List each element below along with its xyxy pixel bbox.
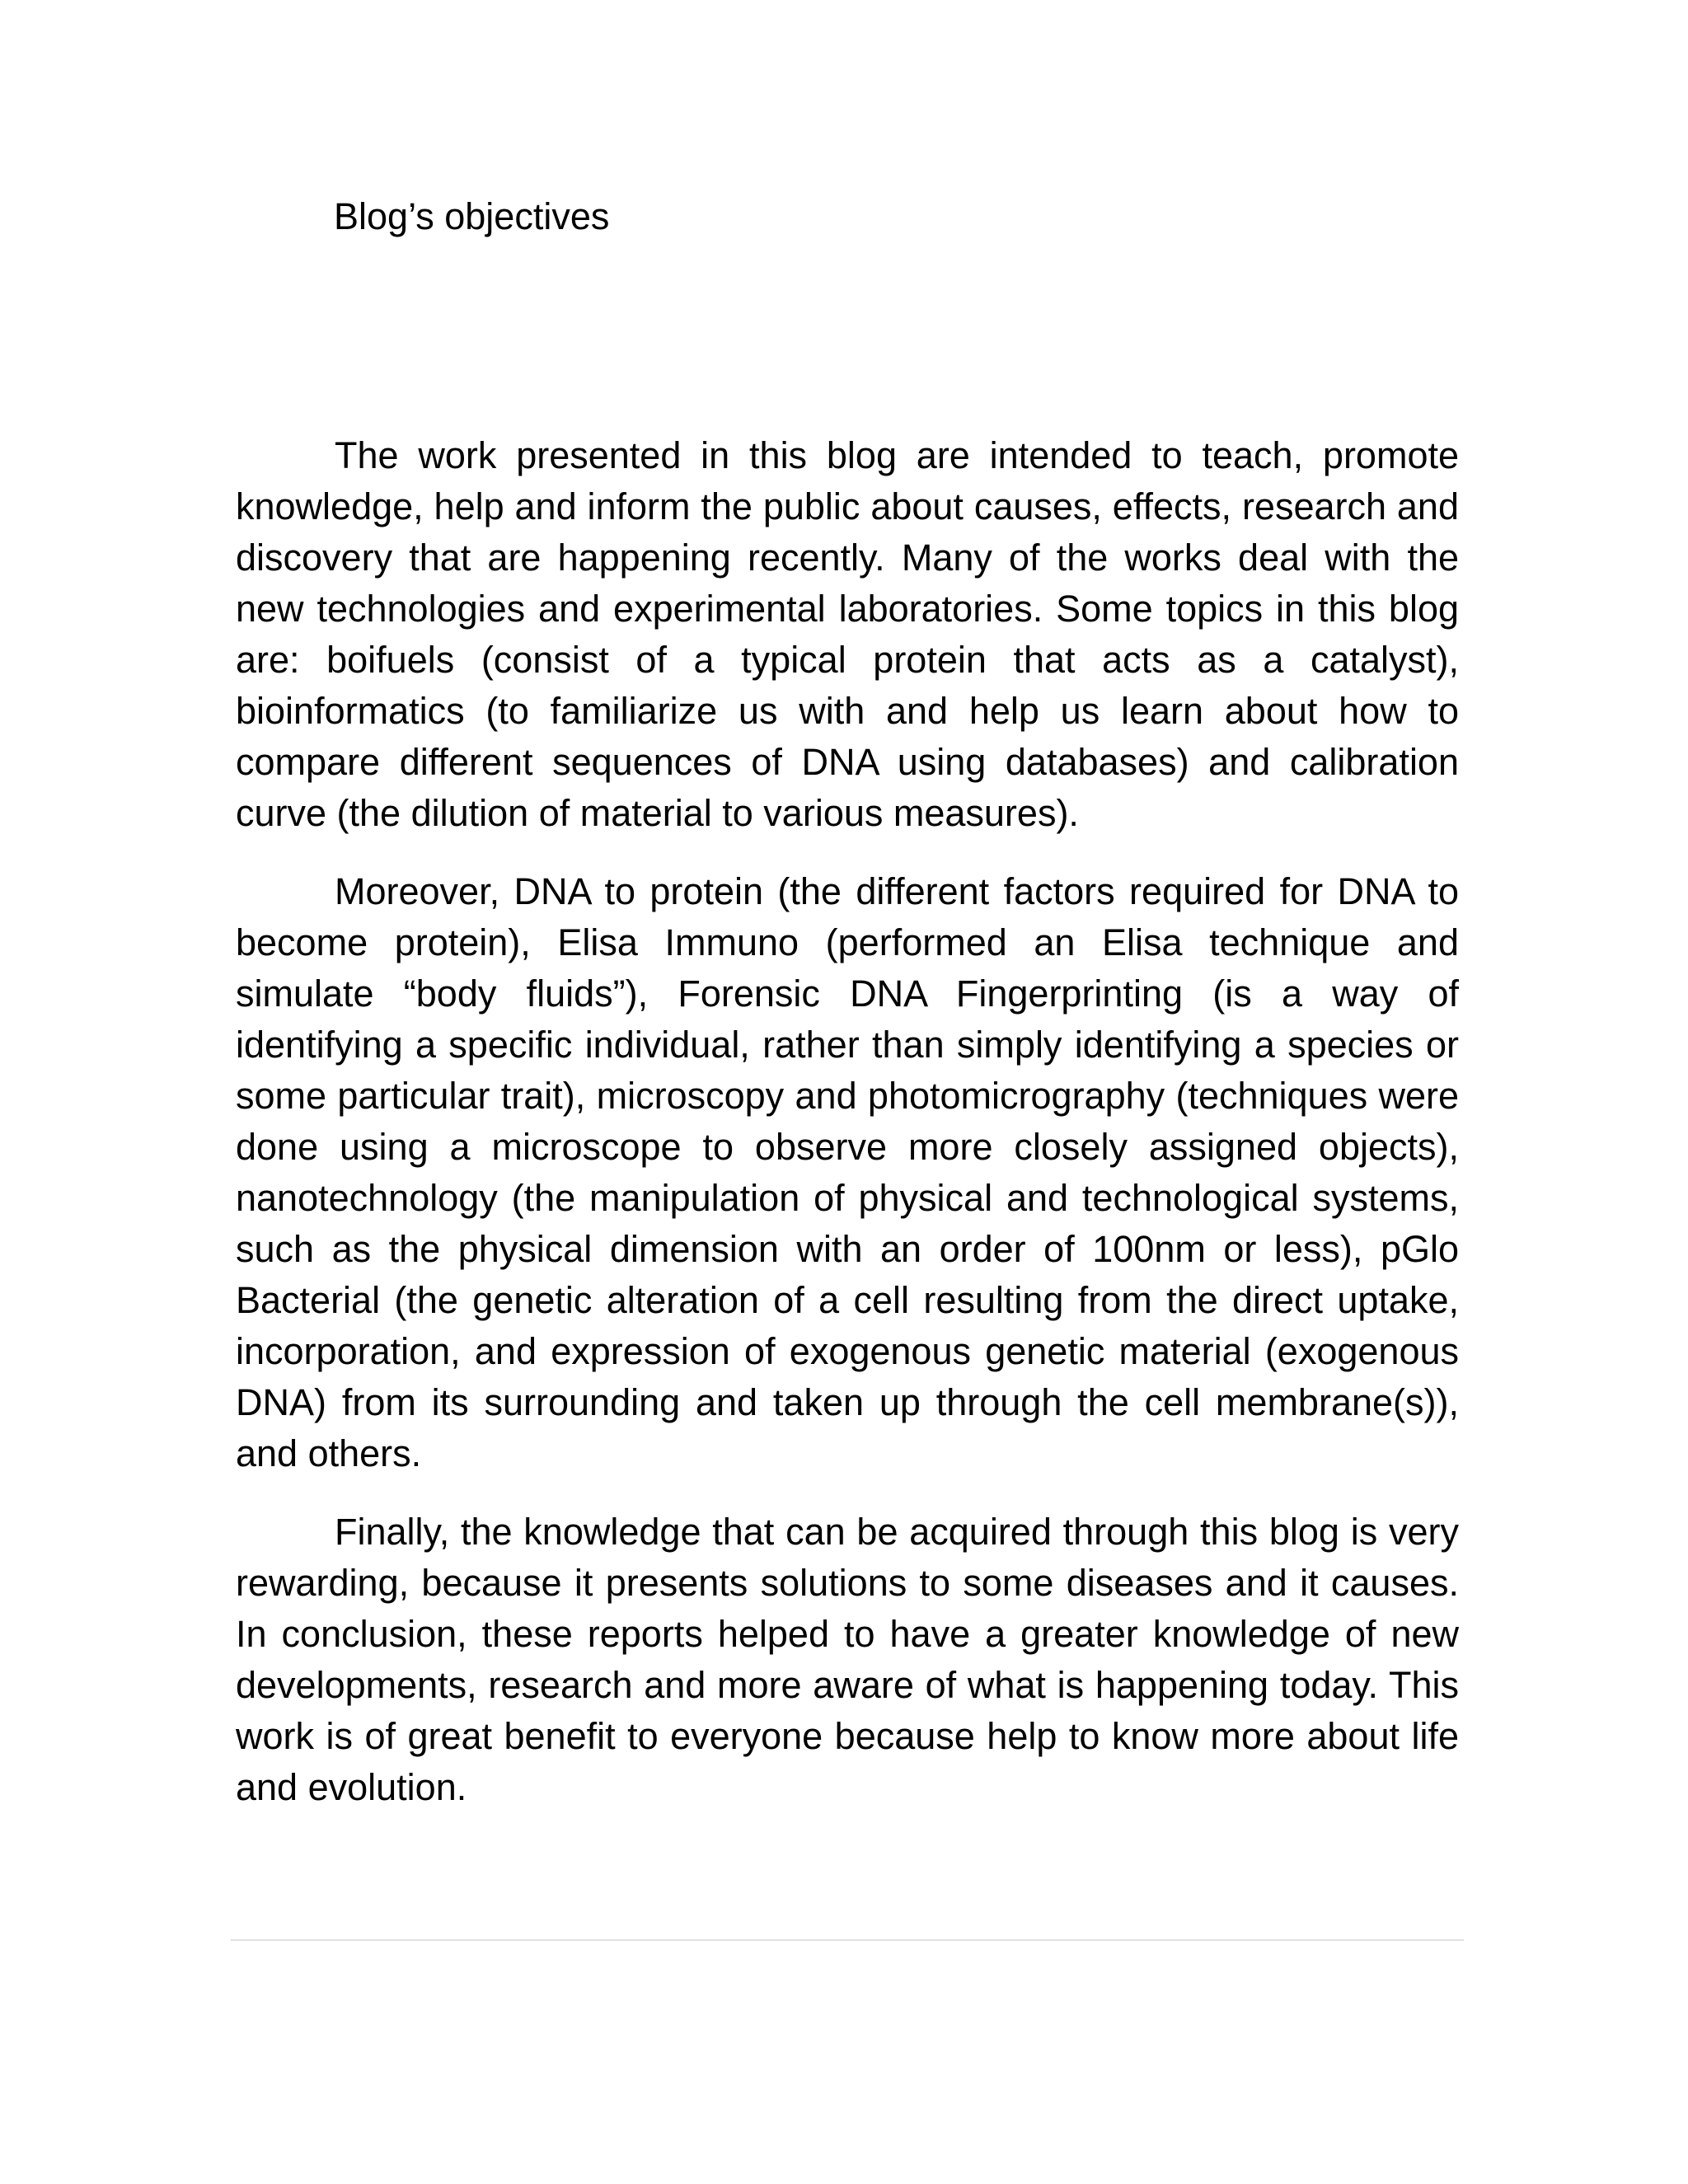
paragraph-topics: Moreover, DNA to protein (the different factors required for DNA to become protein), Elisa Immuno (performed an Elisa technique and simulate “body fluids”), Forensic DNA Fingerprinting (is a way of identifying a specific individual, rather than simply identifying a species or some particular trait), microscopy and photomicrography (techniques were done using a microscope to observe more closely assigned objects), nanotechnology (the manipulation of physical and technological systems, such as the physical dimension with an order of 100nm or less), pGlo Bacterial (the genetic alteration of a cell resulting from the direct uptake, incorporation, and expression of exogenous genetic material (exogenous DNA) from its surrounding and taken up through the cell membrane(s)), and others. xyxy=(236,870,1459,1474)
document-body xyxy=(236,430,1459,1840)
page-divider xyxy=(231,1939,1464,1941)
paragraph-intro: The work presented in this blog are intended to teach, promote knowledge, help and inform the public about causes, effects, research and discovery that are happening recently. Many of the works deal with the new technologies and experimental laboratories. Some topics in this blog are: boifuels (consist of a typical protein that acts as a catalyst), bioinformatics (to familiarize us with and help us learn about how to compare different sequences of DNA using databases) and calibration curve (the dilution of material to various measures). xyxy=(236,434,1459,834)
paragraph-conclusion: Finally, the knowledge that can be acquired through this blog is very rewarding, because it presents solutions to some diseases and it causes. In conclusion, these reports helped to have a greater knowledge of new developments, research and more aware of what is happening today. This work is of great benefit to everyone because help to know more about life and evolution. xyxy=(236,1511,1459,1808)
page-title: Blog’s objectives xyxy=(334,195,610,237)
